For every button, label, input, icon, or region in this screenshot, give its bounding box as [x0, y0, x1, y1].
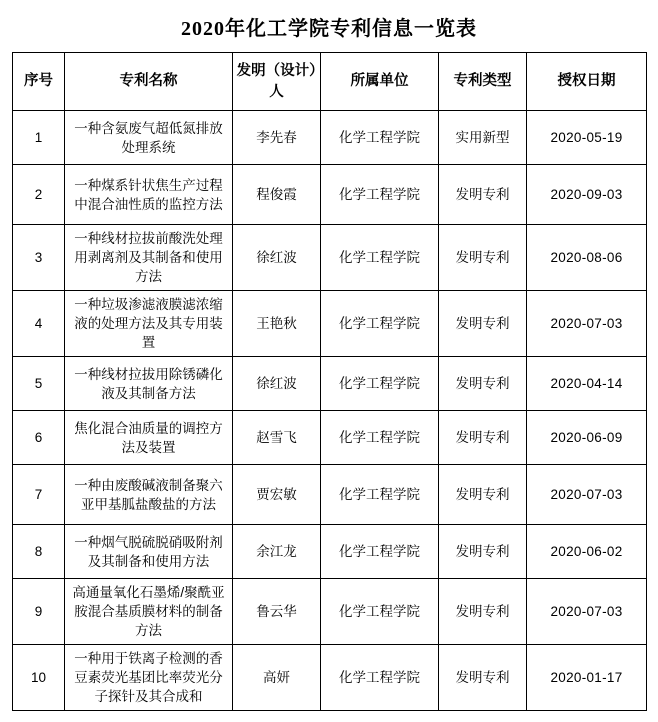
cell-no: 5	[13, 357, 65, 411]
cell-inventor: 王艳秋	[233, 291, 321, 357]
cell-patent-name: 一种垃圾渗滤液膜滤浓缩液的处理方法及其专用装置	[65, 291, 233, 357]
cell-patent-name: 一种含氨废气超低氮排放处理系统	[65, 111, 233, 165]
cell-unit: 化学工程学院	[321, 645, 439, 711]
cell-unit: 化学工程学院	[321, 291, 439, 357]
cell-date: 2020-07-03	[527, 465, 647, 525]
cell-type: 实用新型	[439, 111, 527, 165]
cell-no: 7	[13, 465, 65, 525]
table-row	[13, 411, 647, 465]
cell-inventor: 徐红波	[233, 225, 321, 291]
table-row	[13, 525, 647, 579]
table-row	[13, 165, 647, 225]
cell-date: 2020-06-02	[527, 525, 647, 579]
cell-no: 4	[13, 291, 65, 357]
cell-unit: 化学工程学院	[321, 225, 439, 291]
cell-patent-name: 焦化混合油质量的调控方法及装置	[65, 411, 233, 465]
cell-date: 2020-09-03	[527, 165, 647, 225]
cell-patent-name: 一种烟气脱硫脱硝吸附剂及其制备和使用方法	[65, 525, 233, 579]
table-header	[13, 53, 647, 111]
column-header-date: 授权日期	[527, 53, 647, 111]
cell-type: 发明专利	[439, 291, 527, 357]
table-row	[13, 357, 647, 411]
cell-unit: 化学工程学院	[321, 165, 439, 225]
cell-patent-name: 一种由废酸碱液制备聚六亚甲基胍盐酸盐的方法	[65, 465, 233, 525]
cell-patent-name: 一种煤系针状焦生产过程中混合油性质的监控方法	[65, 165, 233, 225]
cell-patent-name: 高通量氧化石墨烯/聚酰亚胺混合基质膜材料的制备方法	[65, 579, 233, 645]
column-header-unit: 所属单位	[321, 53, 439, 111]
column-header-inventor: 发明（设计）人	[233, 53, 321, 111]
table-row	[13, 579, 647, 645]
cell-inventor: 余江龙	[233, 525, 321, 579]
cell-unit: 化学工程学院	[321, 111, 439, 165]
page-title: 2020年化工学院专利信息一览表	[181, 17, 477, 40]
cell-date: 2020-04-14	[527, 357, 647, 411]
cell-type: 发明专利	[439, 225, 527, 291]
table-row	[13, 465, 647, 525]
cell-inventor: 贾宏敏	[233, 465, 321, 525]
cell-unit: 化学工程学院	[321, 357, 439, 411]
cell-type: 发明专利	[439, 645, 527, 711]
cell-no: 10	[13, 645, 65, 711]
title-row	[0, 0, 658, 52]
cell-unit: 化学工程学院	[321, 465, 439, 525]
cell-type: 发明专利	[439, 525, 527, 579]
cell-inventor: 李先春	[233, 111, 321, 165]
cell-patent-name: 一种用于铁离子检测的香豆素荧光基团比率荧光分子探针及其合成和	[65, 645, 233, 711]
table-row	[13, 291, 647, 357]
cell-unit: 化学工程学院	[321, 525, 439, 579]
cell-no: 6	[13, 411, 65, 465]
cell-inventor: 赵雪飞	[233, 411, 321, 465]
cell-date: 2020-01-17	[527, 645, 647, 711]
cell-inventor: 徐红波	[233, 357, 321, 411]
cell-date: 2020-08-06	[527, 225, 647, 291]
cell-inventor: 鲁云华	[233, 579, 321, 645]
table-header-row	[13, 53, 647, 111]
table-row	[13, 111, 647, 165]
cell-type: 发明专利	[439, 165, 527, 225]
table-body	[13, 111, 647, 711]
cell-inventor: 高妍	[233, 645, 321, 711]
cell-patent-name: 一种线材拉拔前酸洗处理用剥离剂及其制备和使用方法	[65, 225, 233, 291]
cell-type: 发明专利	[439, 579, 527, 645]
cell-no: 2	[13, 165, 65, 225]
column-header-name: 专利名称	[65, 53, 233, 111]
cell-date: 2020-07-03	[527, 579, 647, 645]
cell-unit: 化学工程学院	[321, 411, 439, 465]
cell-patent-name: 一种线材拉拔用除锈磷化液及其制备方法	[65, 357, 233, 411]
cell-date: 2020-07-03	[527, 291, 647, 357]
cell-inventor: 程俊霞	[233, 165, 321, 225]
cell-type: 发明专利	[439, 357, 527, 411]
cell-no: 1	[13, 111, 65, 165]
patent-table	[12, 52, 647, 711]
cell-unit: 化学工程学院	[321, 579, 439, 645]
column-header-type: 专利类型	[439, 53, 527, 111]
table-row	[13, 225, 647, 291]
cell-no: 8	[13, 525, 65, 579]
column-header-no: 序号	[13, 53, 65, 111]
cell-no: 3	[13, 225, 65, 291]
cell-type: 发明专利	[439, 465, 527, 525]
cell-date: 2020-05-19	[527, 111, 647, 165]
table-row	[13, 645, 647, 711]
cell-date: 2020-06-09	[527, 411, 647, 465]
cell-no: 9	[13, 579, 65, 645]
cell-type: 发明专利	[439, 411, 527, 465]
